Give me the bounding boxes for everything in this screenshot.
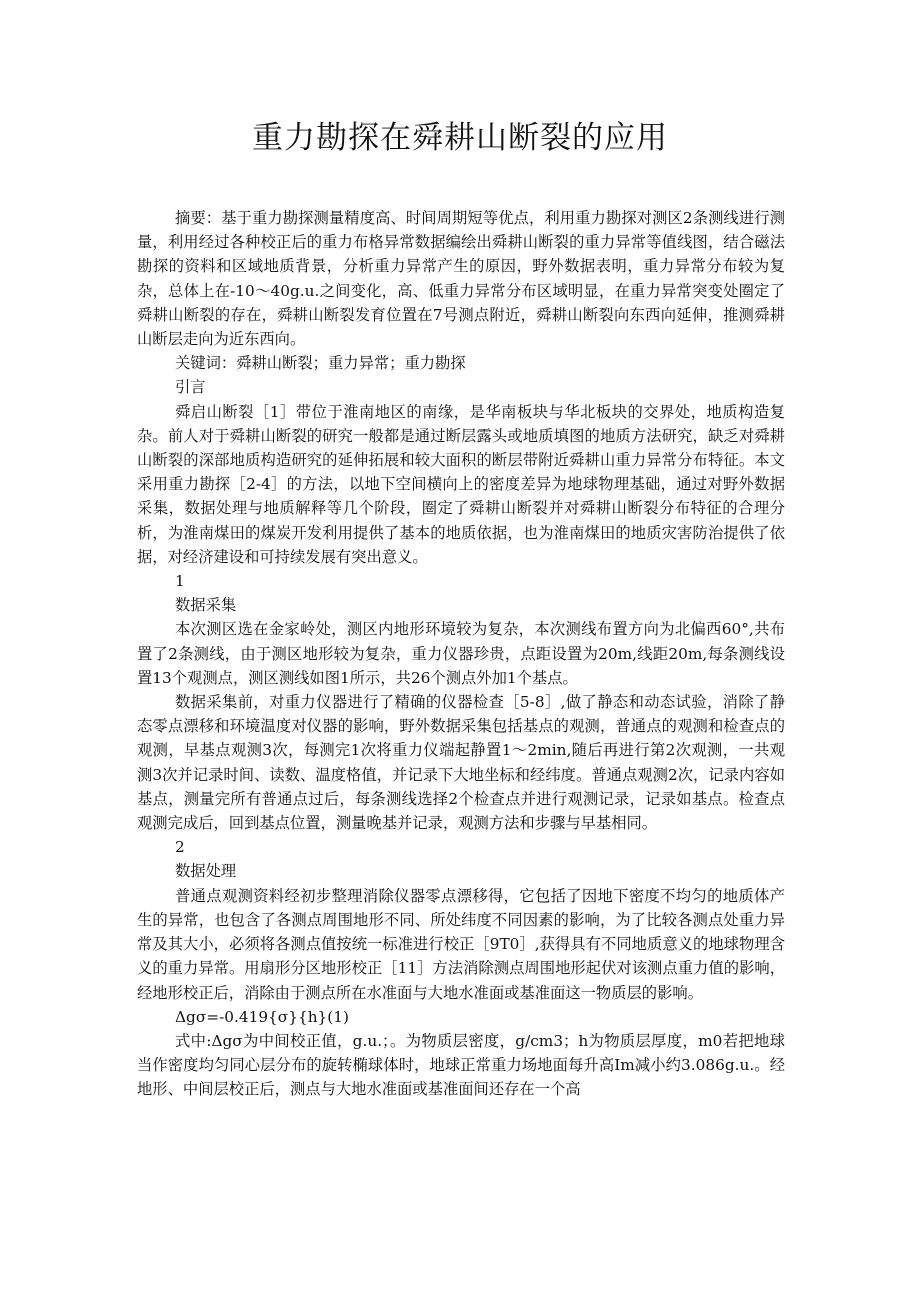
introduction-paragraph: 舜启山断裂［1］带位于淮南地区的南缘，是华南板块与华北板块的交界处，地质构造复杂。前人对于舜耕山断裂的研究一般都是通过断层露头或地质填图的地质方法研究，缺乏对舜耕山断裂的深部地质构造研究的延伸拓展和较大面积的断层带附近舜耕山重力异常分布特征。本文采用重力勘探［2-4］的方法，以地下空间横向上的密度差异为地球物理基础，通过对野外数据采集，数据处理与地质解释等几个阶段，圈定了舜耕山断裂并对舜耕山断裂分布特征的合理分析，为淮南煤田的煤炭开发利用提供了基本的地质依据，也为淮南煤田的地质灾害防治提供了依据，对经济建设和可持续发展有突出意义。 xyxy=(137,402,785,566)
section-number-1: 1 xyxy=(175,572,185,591)
section-heading-data-processing: 数据处理 xyxy=(175,862,237,881)
formula-explanation-paragraph: 式中:Δgσ为中间校正值，g.u.；。为物质层密度，g/cm3；h为物质层厚度，m0若把地球当作密度均匀同心层分布的旋转椭球体时，地球正常重力场地面每升高Im减小约3.086g.u.。经地形、中间层校正后，测点与大地水准面或基准面间还存在一个高 xyxy=(137,1031,785,1099)
section-heading-data-collection: 数据采集 xyxy=(175,596,237,615)
section-heading-introduction: 引言 xyxy=(175,378,206,397)
document-title: 重力勘探在舜耕山断裂的应用 xyxy=(252,120,668,156)
data-collection-paragraph-2: 数据采集前，对重力仪器进行了精确的仪器检查［5-8］,做了静态和动态试验，消除了静态零点漂移和环境温度对仪器的影响，野外数据采集包括基点的观测，普通点的观测和检查点的观测，早基点观测3次，每测完1次将重力仪端起静置1～2min,随后再进行第2次观测，一共观测3次并记录时间、读数、温度格值，并记录下大地坐标和经纬度。普通点观测2次，记录内容如基点，测量完所有普通点过后，每条测线选择2个检查点并进行观测记录，记录如基点。检查点观测完成后，回到基点位置，测量晚基并记录，观测方法和步骤与早基相同。 xyxy=(137,693,785,833)
abstract-paragraph: 摘要：基于重力勘探测量精度高、时间周期短等优点，利用重力勘探对测区2条测线进行测量，利用经过各种校正后的重力布格异常数据编绘出舜耕山断裂的重力异常等值线图，结合磁法勘探的资料和区域地质背景，分析重力异常产生的原因，野外数据表明，重力异常分布较为复杂，总体上在-10～40g.u.之间变化，高、低重力异常分布区域明显，在重力异常突变处圈定了舜耕山断裂的存在，舜耕山断裂发育位置在7号测点附近，舜耕山断裂向东西向延伸，推测舜耕山断层走向为近东西向。 xyxy=(137,209,785,349)
data-processing-paragraph: 普通点观测资料经初步整理消除仪器零点漂移得，它包括了因地下密度不均匀的地质体产生的异常，也包含了各测点周围地形不同、所处纬度不同因素的影响，为了比较各测点处重力异常及其大小，必须将各测点值按统一标准进行校正［9T0］,获得具有不同地质意义的地球物理含义的重力异常。用扇形分区地形校正［11］方法消除测点周围地形起伏对该测点重力值的影响，经地形校正后，消除由于测点所在水准面与大地水准面或基准面这一物质层的影响。 xyxy=(137,886,785,1002)
document-body xyxy=(137,206,785,1102)
data-collection-paragraph-1: 本次测区选在金家岭处，测区内地形环境较为复杂，本次测线布置方向为北偏西60°,共布置了2条测线，由于测区地形较为复杂，重力仪器珍贵，点距设置为20m,线距20m,每条测线设置13个观测点，测区测线如图1所示，共26个测点外加1个基点。 xyxy=(137,620,785,687)
formula-line: Δgσ=-0.419{σ}{h}(1) xyxy=(175,1007,349,1026)
keywords-paragraph: 关键词：舜耕山断裂；重力异常；重力勘探 xyxy=(175,354,466,373)
section-number-2: 2 xyxy=(175,838,185,857)
